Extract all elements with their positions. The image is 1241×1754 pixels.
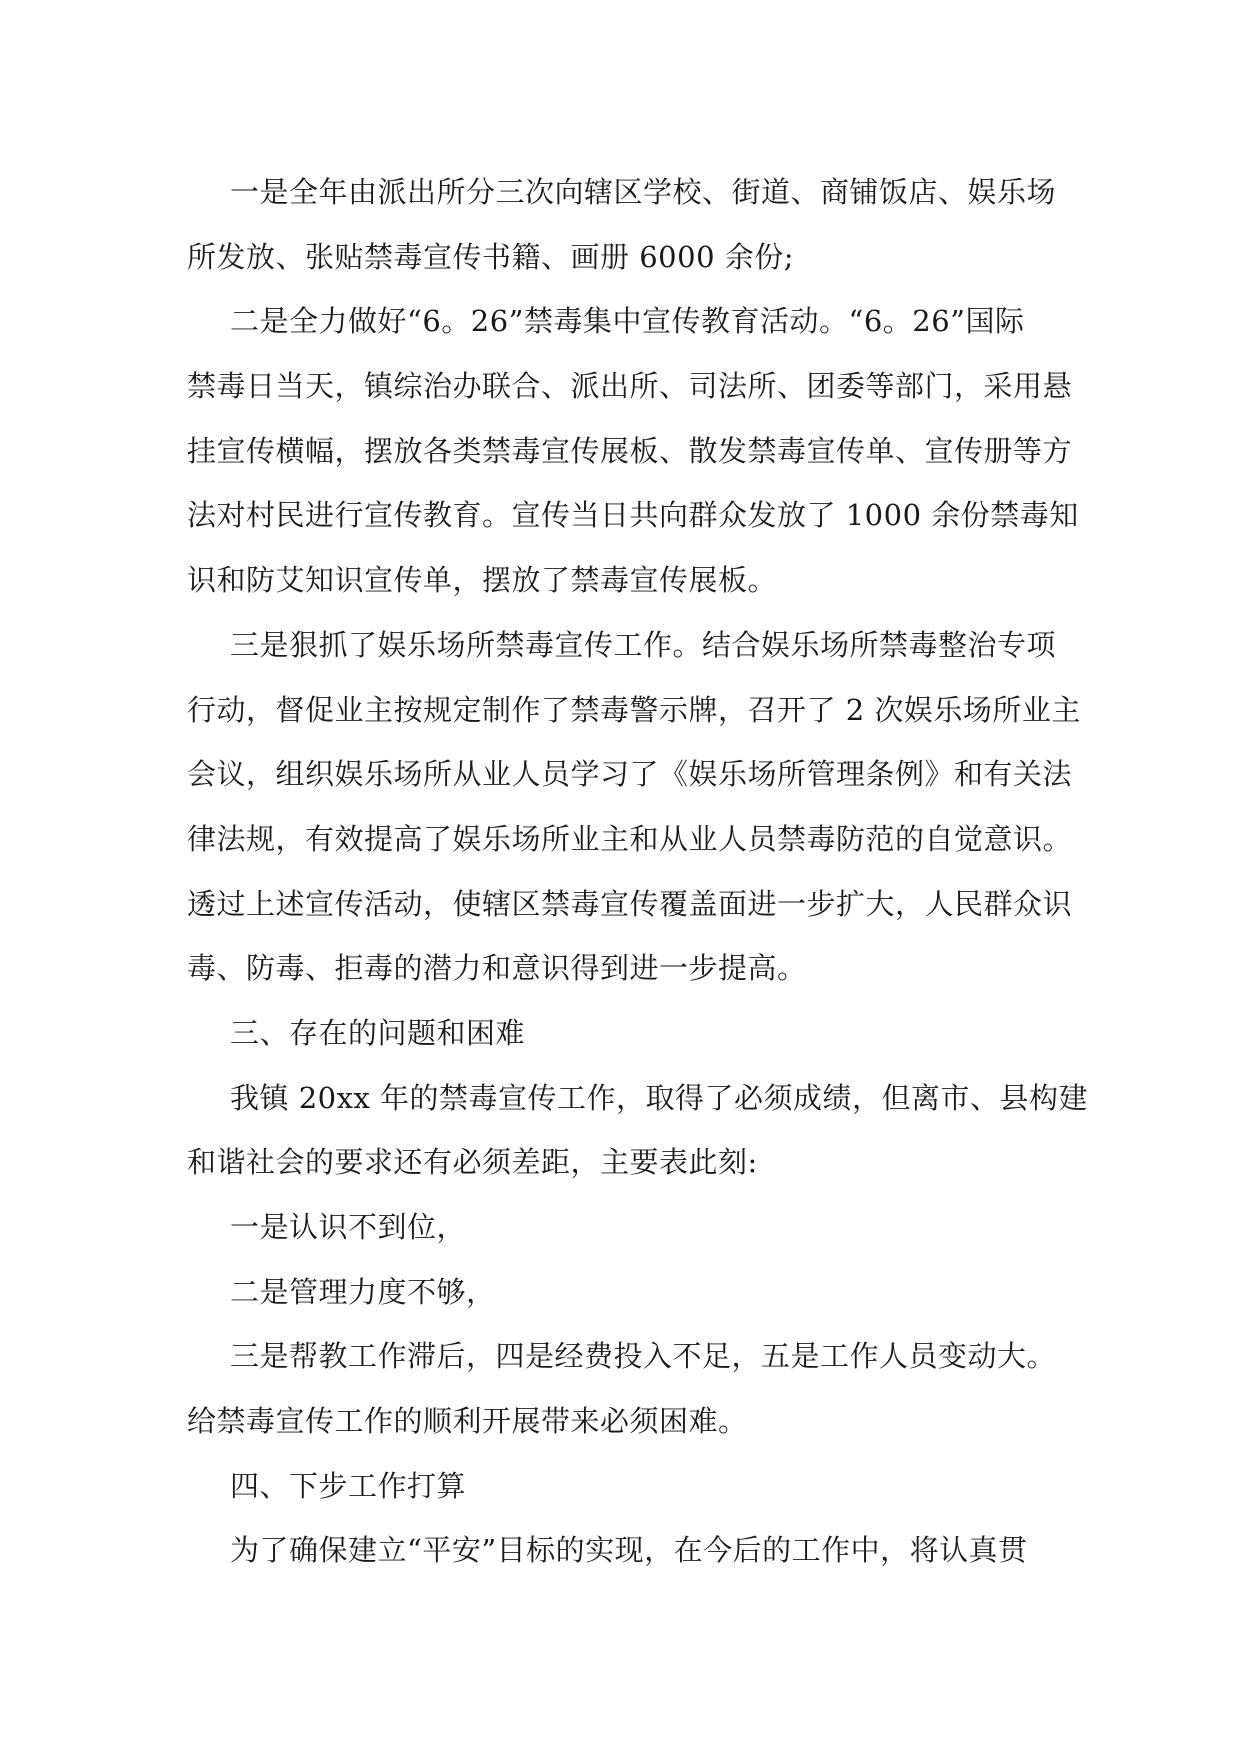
text-line-4: 禁毒日当天，镇综治办联合、派出所、司法所、团委等部门，采用悬 [187, 369, 1073, 404]
section-heading-next-steps: 四、下步工作打算 [230, 1468, 467, 1503]
text-line-11: 律法规，有效提高了娱乐场所业主和从业人员禁毒防范的自觉意识。 [187, 821, 1073, 856]
document-body [187, 160, 1089, 1583]
text-line-13: 毒、防毒、拒毒的潜力和意识得到进一步提高。 [187, 951, 807, 986]
text-line-20: 给禁毒宣传工作的顺利开展带来必须困难。 [187, 1404, 748, 1439]
text-line-5: 挂宣传横幅，摆放各类禁毒宣传展板、散发禁毒宣传单、宣传册等方 [187, 433, 1073, 468]
text-line-15: 我镇 20xx 年的禁毒宣传工作，取得了必须成绩，但离市、县构建 [230, 1080, 1089, 1115]
text-line-22: 为了确保建立“平安”目标的实现，在今后的工作中，将认真贯 [230, 1533, 1028, 1568]
text-line-7: 识和防艾知识宣传单，摆放了禁毒宣传展板。 [187, 563, 778, 598]
text-line-17: 一是认识不到位， [230, 1210, 467, 1244]
text-line-10: 会议，组织娱乐场所从业人员学习了《娱乐场所管理条例》和有关法 [187, 757, 1073, 792]
text-line-6: 法对村民进行宣传教育。宣传当日共向群众发放了 1000 余份禁毒知 [187, 498, 1079, 533]
text-line-9: 行动，督促业主按规定制作了禁毒警示牌，召开了 2 次娱乐场所业主 [187, 692, 1081, 727]
text-line-2: 所发放、张贴禁毒宣传书籍、画册 6000 余份; [187, 239, 795, 274]
text-line-3: 二是全力做好“6。26”禁毒集中宣传教育活动。“6。26”国际 [230, 304, 1025, 339]
text-line-18: 二是管理力度不够， [230, 1274, 496, 1309]
text-line-16: 和谐社会的要求还有必须差距，主要表此刻: [187, 1145, 758, 1180]
section-heading-problems: 三、存在的问题和困难 [230, 1015, 526, 1050]
text-line-8: 三是狠抓了娱乐场所禁毒宣传工作。结合娱乐场所禁毒整治专项 [230, 627, 1057, 662]
text-line-1: 一是全年由派出所分三次向辖区学校、街道、商铺饭店、娱乐场 [230, 175, 1057, 209]
text-line-12: 透过上述宣传活动，使辖区禁毒宣传覆盖面进一步扩大，人民群众识 [187, 886, 1073, 921]
text-line-19: 三是帮教工作滞后，四是经费投入不足，五是工作人员变动大。 [230, 1339, 1057, 1374]
